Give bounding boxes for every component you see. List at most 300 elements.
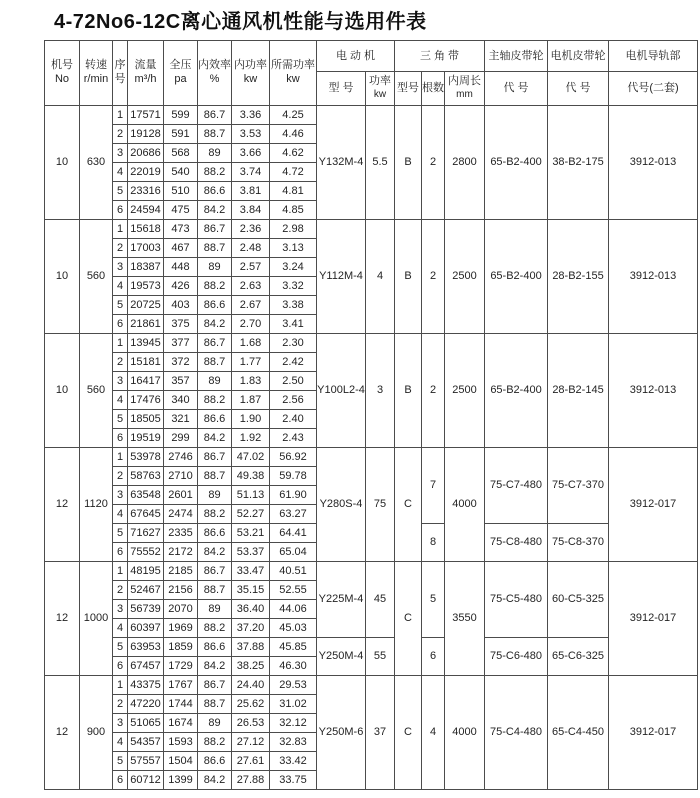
header-text: 内效率 bbox=[198, 59, 231, 72]
required-power-cell: 59.78 bbox=[270, 467, 317, 486]
seq-cell: 5 bbox=[113, 182, 128, 201]
seq-cell: 2 bbox=[113, 239, 128, 258]
pressure-cell: 1744 bbox=[164, 695, 198, 714]
header-text: 号 bbox=[114, 73, 126, 85]
group-header-main-pulley: 主轴皮带轮 bbox=[485, 41, 548, 72]
motor-model-cell: Y132M-4 bbox=[317, 106, 366, 220]
rail-code-cell: 3912-013 bbox=[609, 220, 698, 334]
flow-cell: 15618 bbox=[128, 220, 164, 239]
internal-power-cell: 27.12 bbox=[232, 733, 270, 752]
internal-power-cell: 1.92 bbox=[232, 429, 270, 448]
pressure-cell: 340 bbox=[164, 391, 198, 410]
efficiency-cell: 86.6 bbox=[198, 296, 232, 315]
motor-model-cell: Y112M-4 bbox=[317, 220, 366, 334]
flow-cell: 17003 bbox=[128, 239, 164, 258]
required-power-cell: 4.81 bbox=[270, 182, 317, 201]
belt-model-cell: B bbox=[395, 334, 422, 448]
pressure-cell: 1593 bbox=[164, 733, 198, 752]
pressure-cell: 2172 bbox=[164, 543, 198, 562]
machine-no-cell: 12 bbox=[45, 676, 80, 790]
belt-length-cell: 4000 bbox=[445, 676, 485, 790]
required-power-cell: 46.30 bbox=[270, 657, 317, 676]
speed-cell: 630 bbox=[80, 106, 113, 220]
efficiency-cell: 88.2 bbox=[198, 391, 232, 410]
col-header-speed bbox=[80, 41, 113, 106]
seq-cell: 2 bbox=[113, 581, 128, 600]
required-power-cell: 2.40 bbox=[270, 410, 317, 429]
header-text: % bbox=[209, 73, 220, 85]
flow-cell: 19128 bbox=[128, 125, 164, 144]
internal-power-cell: 27.61 bbox=[232, 752, 270, 771]
seq-cell: 5 bbox=[113, 638, 128, 657]
rail-code-cell: 3912-013 bbox=[609, 106, 698, 220]
required-power-cell: 56.92 bbox=[270, 448, 317, 467]
efficiency-cell: 86.7 bbox=[198, 334, 232, 353]
header-text: 机号 bbox=[51, 59, 73, 72]
pressure-cell: 426 bbox=[164, 277, 198, 296]
seq-cell: 4 bbox=[113, 277, 128, 296]
required-power-cell: 64.41 bbox=[270, 524, 317, 543]
flow-cell: 21861 bbox=[128, 315, 164, 334]
required-power-cell: 31.02 bbox=[270, 695, 317, 714]
seq-cell: 3 bbox=[113, 258, 128, 277]
belt-length-cell: 3550 bbox=[445, 562, 485, 676]
flow-cell: 18387 bbox=[128, 258, 164, 277]
internal-power-cell: 1.68 bbox=[232, 334, 270, 353]
fan-spec-table bbox=[44, 40, 698, 790]
rail-code-cell: 3912-017 bbox=[609, 448, 698, 562]
rail-code-cell: 3912-017 bbox=[609, 676, 698, 790]
flow-cell: 22019 bbox=[128, 163, 164, 182]
internal-power-cell: 3.66 bbox=[232, 144, 270, 163]
speed-cell: 560 bbox=[80, 334, 113, 448]
required-power-cell: 63.27 bbox=[270, 505, 317, 524]
table-header bbox=[45, 41, 698, 106]
efficiency-cell: 88.2 bbox=[198, 277, 232, 296]
internal-power-cell: 38.25 bbox=[232, 657, 270, 676]
belt-length-cell: 2500 bbox=[445, 220, 485, 334]
col-header-motor-model: 型 号 bbox=[317, 72, 366, 106]
belt-count-cell: 5 bbox=[422, 562, 445, 638]
belt-count-cell: 7 bbox=[422, 448, 445, 524]
table-row bbox=[45, 106, 698, 125]
machine-no-cell: 12 bbox=[45, 448, 80, 562]
efficiency-cell: 88.2 bbox=[198, 733, 232, 752]
table-row bbox=[45, 220, 698, 239]
header-text: 全压 bbox=[169, 59, 192, 72]
machine-no-cell: 10 bbox=[45, 220, 80, 334]
efficiency-cell: 84.2 bbox=[198, 543, 232, 562]
table-row bbox=[45, 448, 698, 467]
efficiency-cell: 88.2 bbox=[198, 163, 232, 182]
col-header-seq bbox=[113, 41, 128, 106]
group-header-motor-pulley: 电机皮带轮 bbox=[548, 41, 609, 72]
seq-cell: 6 bbox=[113, 315, 128, 334]
flow-cell: 67645 bbox=[128, 505, 164, 524]
seq-cell: 4 bbox=[113, 733, 128, 752]
efficiency-cell: 84.2 bbox=[198, 657, 232, 676]
efficiency-cell: 88.7 bbox=[198, 695, 232, 714]
internal-power-cell: 3.74 bbox=[232, 163, 270, 182]
group-header-motor: 电 动 机 bbox=[317, 41, 395, 72]
efficiency-cell: 84.2 bbox=[198, 429, 232, 448]
col-header-belt-count: 根数 bbox=[422, 72, 445, 106]
efficiency-cell: 86.6 bbox=[198, 410, 232, 429]
speed-cell: 1000 bbox=[80, 562, 113, 676]
page-title: 4-72No6-12C离心通风机性能与选用件表 bbox=[54, 11, 427, 33]
pressure-cell: 375 bbox=[164, 315, 198, 334]
motor-power-cell: 5.5 bbox=[366, 106, 395, 220]
required-power-cell: 2.98 bbox=[270, 220, 317, 239]
header-text: pa bbox=[174, 73, 187, 85]
seq-cell: 4 bbox=[113, 505, 128, 524]
col-header-flow bbox=[128, 41, 164, 106]
pressure-cell: 540 bbox=[164, 163, 198, 182]
seq-cell: 5 bbox=[113, 296, 128, 315]
internal-power-cell: 27.88 bbox=[232, 771, 270, 790]
main-pulley-code-cell: 75-C6-480 bbox=[485, 638, 548, 676]
internal-power-cell: 53.37 bbox=[232, 543, 270, 562]
efficiency-cell: 86.6 bbox=[198, 182, 232, 201]
rail-code-cell: 3912-017 bbox=[609, 562, 698, 676]
efficiency-cell: 89 bbox=[198, 714, 232, 733]
seq-cell: 3 bbox=[113, 372, 128, 391]
table-row bbox=[45, 638, 698, 657]
efficiency-cell: 84.2 bbox=[198, 771, 232, 790]
speed-cell: 1120 bbox=[80, 448, 113, 562]
col-header-internal-power bbox=[232, 41, 270, 106]
internal-power-cell: 33.47 bbox=[232, 562, 270, 581]
efficiency-cell: 86.7 bbox=[198, 448, 232, 467]
required-power-cell: 3.13 bbox=[270, 239, 317, 258]
internal-power-cell: 37.88 bbox=[232, 638, 270, 657]
flow-cell: 43375 bbox=[128, 676, 164, 695]
internal-power-cell: 2.48 bbox=[232, 239, 270, 258]
pressure-cell: 2070 bbox=[164, 600, 198, 619]
required-power-cell: 33.75 bbox=[270, 771, 317, 790]
belt-length-cell: 2500 bbox=[445, 334, 485, 448]
efficiency-cell: 88.7 bbox=[198, 239, 232, 258]
speed-cell: 560 bbox=[80, 220, 113, 334]
pressure-cell: 2474 bbox=[164, 505, 198, 524]
belt-model-cell: B bbox=[395, 106, 422, 220]
pressure-cell: 1399 bbox=[164, 771, 198, 790]
pressure-cell: 467 bbox=[164, 239, 198, 258]
pressure-cell: 2601 bbox=[164, 486, 198, 505]
header-text: m³/h bbox=[134, 73, 157, 85]
header-text: kw bbox=[243, 73, 258, 85]
machine-no-cell: 10 bbox=[45, 334, 80, 448]
seq-cell: 1 bbox=[113, 448, 128, 467]
efficiency-cell: 88.7 bbox=[198, 125, 232, 144]
flow-cell: 52467 bbox=[128, 581, 164, 600]
internal-power-cell: 37.20 bbox=[232, 619, 270, 638]
efficiency-cell: 86.6 bbox=[198, 752, 232, 771]
required-power-cell: 4.46 bbox=[270, 125, 317, 144]
main-pulley-code-cell: 75-C8-480 bbox=[485, 524, 548, 562]
flow-cell: 60397 bbox=[128, 619, 164, 638]
belt-model-cell: B bbox=[395, 220, 422, 334]
belt-model-cell: C bbox=[395, 562, 422, 676]
main-pulley-code-cell: 75-C5-480 bbox=[485, 562, 548, 638]
group-header-vbelt: 三 角 带 bbox=[395, 41, 485, 72]
required-power-cell: 32.12 bbox=[270, 714, 317, 733]
flow-cell: 17571 bbox=[128, 106, 164, 125]
efficiency-cell: 86.7 bbox=[198, 106, 232, 125]
col-header-motor-power bbox=[366, 72, 395, 106]
motor-pulley-code-cell: 75-C8-370 bbox=[548, 524, 609, 562]
pressure-cell: 377 bbox=[164, 334, 198, 353]
table-row bbox=[45, 334, 698, 353]
flow-cell: 19519 bbox=[128, 429, 164, 448]
motor-power-cell: 75 bbox=[366, 448, 395, 562]
required-power-cell: 3.32 bbox=[270, 277, 317, 296]
internal-power-cell: 3.81 bbox=[232, 182, 270, 201]
rail-code-cell: 3912-013 bbox=[609, 334, 698, 448]
header-text: r/min bbox=[83, 73, 109, 85]
efficiency-cell: 84.2 bbox=[198, 315, 232, 334]
group-header-rail: 电机导轨部 bbox=[609, 41, 698, 72]
seq-cell: 5 bbox=[113, 752, 128, 771]
pressure-cell: 403 bbox=[164, 296, 198, 315]
pressure-cell: 1674 bbox=[164, 714, 198, 733]
header-text: No bbox=[54, 73, 70, 85]
seq-cell: 4 bbox=[113, 619, 128, 638]
internal-power-cell: 3.84 bbox=[232, 201, 270, 220]
seq-cell: 5 bbox=[113, 410, 128, 429]
required-power-cell: 45.85 bbox=[270, 638, 317, 657]
motor-model-cell: Y225M-4 bbox=[317, 562, 366, 638]
header-text: kw bbox=[373, 89, 387, 101]
required-power-cell: 3.38 bbox=[270, 296, 317, 315]
efficiency-cell: 86.7 bbox=[198, 562, 232, 581]
motor-pulley-code-cell: 65-C4-450 bbox=[548, 676, 609, 790]
seq-cell: 5 bbox=[113, 524, 128, 543]
required-power-cell: 3.24 bbox=[270, 258, 317, 277]
internal-power-cell: 2.63 bbox=[232, 277, 270, 296]
efficiency-cell: 86.6 bbox=[198, 524, 232, 543]
belt-model-cell: C bbox=[395, 448, 422, 562]
seq-cell: 6 bbox=[113, 543, 128, 562]
flow-cell: 54357 bbox=[128, 733, 164, 752]
required-power-cell: 33.42 bbox=[270, 752, 317, 771]
internal-power-cell: 24.40 bbox=[232, 676, 270, 695]
internal-power-cell: 3.36 bbox=[232, 106, 270, 125]
pressure-cell: 448 bbox=[164, 258, 198, 277]
motor-pulley-code-cell: 28-B2-155 bbox=[548, 220, 609, 334]
efficiency-cell: 88.2 bbox=[198, 505, 232, 524]
flow-cell: 75552 bbox=[128, 543, 164, 562]
pressure-cell: 2156 bbox=[164, 581, 198, 600]
header-text: 功率 bbox=[369, 75, 391, 88]
motor-pulley-code-cell: 60-C5-325 bbox=[548, 562, 609, 638]
internal-power-cell: 36.40 bbox=[232, 600, 270, 619]
pressure-cell: 591 bbox=[164, 125, 198, 144]
flow-cell: 24594 bbox=[128, 201, 164, 220]
seq-cell: 3 bbox=[113, 486, 128, 505]
seq-cell: 4 bbox=[113, 391, 128, 410]
motor-pulley-code-cell: 75-C7-370 bbox=[548, 448, 609, 524]
motor-pulley-code-cell: 28-B2-145 bbox=[548, 334, 609, 448]
flow-cell: 56739 bbox=[128, 600, 164, 619]
seq-cell: 4 bbox=[113, 163, 128, 182]
required-power-cell: 52.55 bbox=[270, 581, 317, 600]
col-header-main-pulley-code: 代 号 bbox=[485, 72, 548, 106]
efficiency-cell: 86.6 bbox=[198, 638, 232, 657]
pressure-cell: 2746 bbox=[164, 448, 198, 467]
main-pulley-code-cell: 65-B2-400 bbox=[485, 106, 548, 220]
machine-no-cell: 12 bbox=[45, 562, 80, 676]
seq-cell: 3 bbox=[113, 144, 128, 163]
seq-cell: 2 bbox=[113, 353, 128, 372]
main-pulley-code-cell: 65-B2-400 bbox=[485, 334, 548, 448]
internal-power-cell: 2.70 bbox=[232, 315, 270, 334]
col-header-required-power bbox=[270, 41, 317, 106]
col-header-machine-no bbox=[45, 41, 80, 106]
machine-no-cell: 10 bbox=[45, 106, 80, 220]
internal-power-cell: 53.21 bbox=[232, 524, 270, 543]
required-power-cell: 4.85 bbox=[270, 201, 317, 220]
belt-length-cell: 4000 bbox=[445, 448, 485, 562]
motor-power-cell: 4 bbox=[366, 220, 395, 334]
required-power-cell: 2.50 bbox=[270, 372, 317, 391]
efficiency-cell: 89 bbox=[198, 600, 232, 619]
efficiency-cell: 88.7 bbox=[198, 467, 232, 486]
efficiency-cell: 88.7 bbox=[198, 353, 232, 372]
seq-cell: 6 bbox=[113, 771, 128, 790]
motor-power-cell: 55 bbox=[366, 638, 395, 676]
required-power-cell: 2.56 bbox=[270, 391, 317, 410]
efficiency-cell: 89 bbox=[198, 486, 232, 505]
internal-power-cell: 47.02 bbox=[232, 448, 270, 467]
flow-cell: 16417 bbox=[128, 372, 164, 391]
col-header-rail-code: 代号(二套) bbox=[609, 72, 698, 106]
motor-model-cell: Y250M-4 bbox=[317, 638, 366, 676]
belt-count-cell: 2 bbox=[422, 334, 445, 448]
header-text: 序 bbox=[114, 59, 126, 72]
flow-cell: 13945 bbox=[128, 334, 164, 353]
seq-cell: 3 bbox=[113, 714, 128, 733]
required-power-cell: 2.42 bbox=[270, 353, 317, 372]
flow-cell: 15181 bbox=[128, 353, 164, 372]
pressure-cell: 2335 bbox=[164, 524, 198, 543]
flow-cell: 57557 bbox=[128, 752, 164, 771]
internal-power-cell: 49.38 bbox=[232, 467, 270, 486]
internal-power-cell: 26.53 bbox=[232, 714, 270, 733]
seq-cell: 2 bbox=[113, 125, 128, 144]
required-power-cell: 2.43 bbox=[270, 429, 317, 448]
motor-model-cell: Y280S-4 bbox=[317, 448, 366, 562]
internal-power-cell: 1.83 bbox=[232, 372, 270, 391]
flow-cell: 51065 bbox=[128, 714, 164, 733]
efficiency-cell: 89 bbox=[198, 372, 232, 391]
flow-cell: 20725 bbox=[128, 296, 164, 315]
flow-cell: 71627 bbox=[128, 524, 164, 543]
required-power-cell: 44.06 bbox=[270, 600, 317, 619]
required-power-cell: 32.83 bbox=[270, 733, 317, 752]
seq-cell: 1 bbox=[113, 334, 128, 353]
required-power-cell: 4.72 bbox=[270, 163, 317, 182]
belt-count-cell: 2 bbox=[422, 106, 445, 220]
belt-count-cell: 4 bbox=[422, 676, 445, 790]
efficiency-cell: 89 bbox=[198, 258, 232, 277]
main-pulley-code-cell: 75-C7-480 bbox=[485, 448, 548, 524]
seq-cell: 2 bbox=[113, 467, 128, 486]
seq-cell: 1 bbox=[113, 676, 128, 695]
required-power-cell: 4.62 bbox=[270, 144, 317, 163]
belt-length-cell: 2800 bbox=[445, 106, 485, 220]
efficiency-cell: 88.7 bbox=[198, 581, 232, 600]
pressure-cell: 1969 bbox=[164, 619, 198, 638]
efficiency-cell: 86.7 bbox=[198, 676, 232, 695]
required-power-cell: 4.25 bbox=[270, 106, 317, 125]
motor-model-cell: Y250M-6 bbox=[317, 676, 366, 790]
main-pulley-code-cell: 65-B2-400 bbox=[485, 220, 548, 334]
pressure-cell: 473 bbox=[164, 220, 198, 239]
flow-cell: 18505 bbox=[128, 410, 164, 429]
internal-power-cell: 2.36 bbox=[232, 220, 270, 239]
header-text: 内周长 bbox=[448, 75, 481, 88]
seq-cell: 2 bbox=[113, 695, 128, 714]
flow-cell: 58763 bbox=[128, 467, 164, 486]
required-power-cell: 40.51 bbox=[270, 562, 317, 581]
internal-power-cell: 1.87 bbox=[232, 391, 270, 410]
pressure-cell: 2710 bbox=[164, 467, 198, 486]
efficiency-cell: 84.2 bbox=[198, 201, 232, 220]
col-header-belt-length bbox=[445, 72, 485, 106]
motor-pulley-code-cell: 38-B2-175 bbox=[548, 106, 609, 220]
pressure-cell: 1767 bbox=[164, 676, 198, 695]
main-pulley-code-cell: 75-C4-480 bbox=[485, 676, 548, 790]
header-text: 转速 bbox=[85, 59, 107, 72]
pressure-cell: 1504 bbox=[164, 752, 198, 771]
belt-model-cell: C bbox=[395, 676, 422, 790]
seq-cell: 1 bbox=[113, 220, 128, 239]
pressure-cell: 1729 bbox=[164, 657, 198, 676]
belt-count-cell: 2 bbox=[422, 220, 445, 334]
internal-power-cell: 52.27 bbox=[232, 505, 270, 524]
internal-power-cell: 2.57 bbox=[232, 258, 270, 277]
col-header-pressure bbox=[164, 41, 198, 106]
pressure-cell: 599 bbox=[164, 106, 198, 125]
pressure-cell: 357 bbox=[164, 372, 198, 391]
seq-cell: 3 bbox=[113, 600, 128, 619]
motor-pulley-code-cell: 65-C6-325 bbox=[548, 638, 609, 676]
internal-power-cell: 51.13 bbox=[232, 486, 270, 505]
belt-count-cell: 6 bbox=[422, 638, 445, 676]
pressure-cell: 321 bbox=[164, 410, 198, 429]
internal-power-cell: 35.15 bbox=[232, 581, 270, 600]
motor-power-cell: 45 bbox=[366, 562, 395, 638]
header-text: 内功率 bbox=[234, 59, 267, 72]
internal-power-cell: 25.62 bbox=[232, 695, 270, 714]
internal-power-cell: 2.67 bbox=[232, 296, 270, 315]
flow-cell: 19573 bbox=[128, 277, 164, 296]
flow-cell: 20686 bbox=[128, 144, 164, 163]
efficiency-cell: 86.7 bbox=[198, 220, 232, 239]
internal-power-cell: 1.90 bbox=[232, 410, 270, 429]
flow-cell: 63548 bbox=[128, 486, 164, 505]
pressure-cell: 510 bbox=[164, 182, 198, 201]
required-power-cell: 29.53 bbox=[270, 676, 317, 695]
required-power-cell: 65.04 bbox=[270, 543, 317, 562]
seq-cell: 6 bbox=[113, 429, 128, 448]
flow-cell: 17476 bbox=[128, 391, 164, 410]
pressure-cell: 299 bbox=[164, 429, 198, 448]
seq-cell: 6 bbox=[113, 657, 128, 676]
table-body bbox=[45, 106, 698, 790]
flow-cell: 48195 bbox=[128, 562, 164, 581]
